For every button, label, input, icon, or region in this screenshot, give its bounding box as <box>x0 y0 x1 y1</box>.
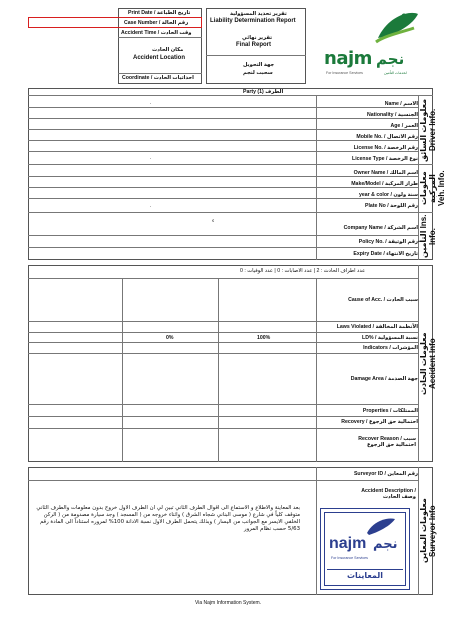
accident-section-label: معلومات الحادث Accident Info <box>419 332 437 396</box>
accident-location-label-ar: مكان الحادث <box>152 47 184 53</box>
final-report: Final Report <box>236 42 272 48</box>
logo-arabic-text: نجم <box>376 50 405 68</box>
value-mark: . <box>150 203 152 209</box>
driver-row-label: Nationality / الجنسية <box>367 112 418 118</box>
driver-row-label: Name / الاسم <box>384 101 418 107</box>
najm-stamp <box>320 508 410 590</box>
accident-row-label: Indicators / المؤشرات <box>363 345 418 351</box>
accident-row-label: LD% / نسبة المسؤولية <box>362 335 418 341</box>
surveyor-section-label-wrap <box>418 468 437 594</box>
insurance-rows <box>316 213 418 260</box>
vehicle-row-label: Plate No / رقم اللوحة <box>365 203 418 209</box>
insurance-section-label: التأمين Ins. Info. <box>419 214 437 259</box>
accident-table <box>28 265 437 462</box>
stamp-sub-text: For Insurance Services <box>331 556 368 560</box>
driver-section-label: معلومات السائق Driver Info. <box>419 98 437 162</box>
driver-row-label: License No. / رقم الرخصة <box>353 145 418 151</box>
accident-time-label: Accident Time / وقت الحادث <box>121 30 192 36</box>
stamp-bottom-band <box>327 569 403 581</box>
accident-description-wrap <box>316 488 418 502</box>
accident-row-label: Laws Violated / الأنظمة المخالفة <box>336 324 418 330</box>
vehicle-section-label: معلومات المركبة Veh. Info. <box>419 170 446 207</box>
surveyor-id-label: Surveyor ID / رقم المعاين <box>353 471 418 477</box>
insurance-section-label-wrap <box>418 213 437 260</box>
final-report-ar: تقرير نهائي <box>242 35 273 41</box>
case-number-label: Case Number / رقم الحالة <box>124 20 189 26</box>
report-title-ar: تقرير تحديد المسؤولية <box>230 11 287 17</box>
accident-section-label-wrap <box>418 266 437 462</box>
surveyor-section-label: معلومات المعاين Surveyor Info <box>419 498 437 564</box>
ld-party1-value: 0% <box>166 335 174 341</box>
party-heading: Party (1) الطرف <box>243 89 284 95</box>
insurance-row-label: Policy No. / رقم الوثيقة <box>358 239 418 245</box>
accident-row-label: Recovery / احتمالية حق الرجوع <box>341 419 418 425</box>
logo-tagline: For Insurance Services <box>326 71 363 75</box>
vehicle-row-label: year & color / سنة ولون <box>359 192 418 198</box>
driver-row-label: Mobile No. / رقم الاتصال <box>356 134 418 140</box>
stamp-ar-text: نجم <box>373 536 398 551</box>
stamp-en-text: najm <box>329 535 367 552</box>
print-date-label: Print Date / تاريخ الطباعة <box>128 10 191 16</box>
vehicle-rows <box>316 165 418 212</box>
vehicle-row-label: Make/Model / طراز المركبة <box>351 181 418 187</box>
vehicle-row-label: Owner Name / اسم المالك <box>353 170 418 176</box>
najm-swoosh-icon <box>318 8 442 48</box>
accident-row-label: Cause of Acc. / سبب الحادث <box>348 297 418 303</box>
value-mark: . <box>150 155 152 161</box>
vehicle-section-label-wrap <box>418 165 446 212</box>
report-title: Liability Determination Report <box>210 18 296 24</box>
insurance-row-label: Company Name / اسم الشركة <box>343 225 418 231</box>
accident-description-text <box>32 505 300 565</box>
accident-row-label: Recover Reason / سبب احتمالية حق الرجوع <box>358 436 416 448</box>
coordinate-label: Coordinate / احداثيات الحادث <box>122 75 194 81</box>
transfer-label-ar: جهة التحويل <box>243 62 275 68</box>
footer-via: Via Najm Information System. <box>195 600 262 606</box>
accident-row-label: Properties / الممتلكات <box>362 408 418 414</box>
logo-tagline-ar: لخدمات التأمين <box>384 71 407 75</box>
description-paragraph: بعد المعاينة والاطلاع و الاستماع الى اقوال الطرف الثاني تبين لي ان الطرف الاول خروج بدون معلومات والطرف الثاني متوقف كلياً في شارع ( موسى البناني شجاه الشرق ) واثناء خروجه من ( المسجد ) وجد سيارة مصدومة من ( الركن الخلفي الايسر مع الجوانب من اليسار ) وبذلك يتحمل الطرف الاول نسبة الادانة 100% لمروره استناداً الى المادة رقم 5/63 حسب نظام المرور <box>36 505 300 532</box>
insurance-company-value: ء <box>212 218 215 224</box>
recover-reason-wrap <box>316 436 418 454</box>
accident-description-label: Accident Description / وصف الحادث <box>361 488 416 500</box>
ld-party2-value: 100% <box>257 335 271 341</box>
accident-row-label: Damage Area / جهة الصدمة <box>350 376 418 382</box>
stamp-swoosh-icon <box>361 515 401 537</box>
driver-section-label-wrap <box>418 96 437 164</box>
driver-row-label: Age / العمر <box>390 123 418 129</box>
value-mark: . <box>150 100 152 106</box>
logo-main-text: najm <box>324 48 372 69</box>
accident-location-label: Accident Location <box>133 55 186 61</box>
transfer-value-ar: سحبت لنجم <box>243 70 273 76</box>
stamp-bottom-text: المعاينات <box>347 571 383 580</box>
accident-summary: عدد اطراف الحادث : 2 | عدد الاصابات : 0 | عدد الوفيات : 0 <box>240 268 366 274</box>
najm-logo <box>318 8 442 78</box>
driver-row-label: License Type / نوع الرخصة <box>352 156 418 162</box>
insurance-row-label: Expiry Date / تاريخ الانتهاء <box>353 251 418 257</box>
